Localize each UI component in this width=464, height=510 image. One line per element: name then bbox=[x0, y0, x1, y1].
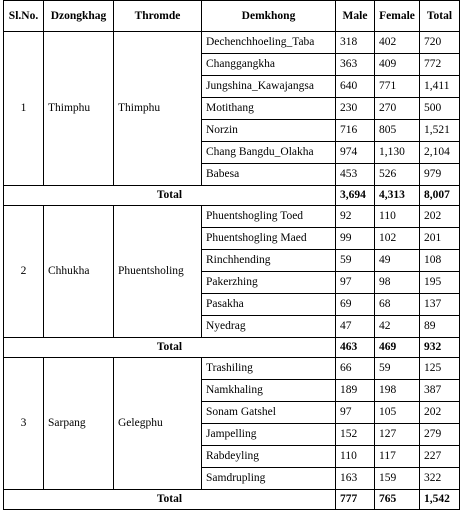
female-cell: 42 bbox=[375, 316, 420, 338]
female-cell: 771 bbox=[375, 76, 420, 98]
female-cell: 198 bbox=[375, 380, 420, 402]
total-cell: 137 bbox=[420, 294, 460, 316]
slno-cell: 2 bbox=[4, 206, 44, 338]
total-cell: 387 bbox=[420, 380, 460, 402]
female-cell: 59 bbox=[375, 358, 420, 380]
male-cell: 453 bbox=[336, 164, 375, 186]
total-label: Total bbox=[4, 338, 336, 358]
table-row bbox=[4, 206, 460, 228]
male-cell: 974 bbox=[336, 142, 375, 164]
female-cell: 159 bbox=[375, 468, 420, 490]
total-row bbox=[4, 338, 460, 358]
female-cell: 409 bbox=[375, 54, 420, 76]
demkhong-cell: Chang Bangdu_Olakha bbox=[202, 142, 336, 164]
male-cell: 110 bbox=[336, 446, 375, 468]
total-female: 469 bbox=[375, 338, 420, 358]
demkhong-cell: Dechenchhoeling_Taba bbox=[202, 32, 336, 54]
header-slno: Sl.No. bbox=[4, 1, 44, 32]
thromde-cell: Thimphu bbox=[114, 32, 202, 186]
dzongkhag-cell: Sarpang bbox=[44, 358, 114, 490]
female-cell: 68 bbox=[375, 294, 420, 316]
demkhong-cell: Trashiling bbox=[202, 358, 336, 380]
total-row bbox=[4, 186, 460, 206]
total-male: 3,694 bbox=[336, 186, 375, 206]
total-cell: 500 bbox=[420, 98, 460, 120]
demkhong-cell: Norzin bbox=[202, 120, 336, 142]
header-demkhong: Demkhong bbox=[202, 1, 336, 32]
total-label: Total bbox=[4, 186, 336, 206]
total-cell: 279 bbox=[420, 424, 460, 446]
table-row bbox=[4, 358, 460, 380]
female-cell: 1,130 bbox=[375, 142, 420, 164]
male-cell: 152 bbox=[336, 424, 375, 446]
male-cell: 92 bbox=[336, 206, 375, 228]
thromde-cell: Gelegphu bbox=[114, 358, 202, 490]
total-total: 932 bbox=[420, 338, 460, 358]
male-cell: 97 bbox=[336, 272, 375, 294]
total-cell: 979 bbox=[420, 164, 460, 186]
header-dzongkhag: Dzongkhag bbox=[44, 1, 114, 32]
total-female: 4,313 bbox=[375, 186, 420, 206]
total-female: 765 bbox=[375, 490, 420, 510]
female-cell: 105 bbox=[375, 402, 420, 424]
total-total: 1,542 bbox=[420, 490, 460, 510]
total-row bbox=[4, 490, 460, 510]
male-cell: 189 bbox=[336, 380, 375, 402]
total-cell: 125 bbox=[420, 358, 460, 380]
header-thromde: Thromde bbox=[114, 1, 202, 32]
table-row bbox=[4, 32, 460, 54]
demkhong-cell: Phuentshogling Toed bbox=[202, 206, 336, 228]
total-cell: 108 bbox=[420, 250, 460, 272]
male-cell: 66 bbox=[336, 358, 375, 380]
total-cell: 195 bbox=[420, 272, 460, 294]
dzongkhag-cell: Thimphu bbox=[44, 32, 114, 186]
male-cell: 363 bbox=[336, 54, 375, 76]
thromde-cell: Phuentsholing bbox=[114, 206, 202, 338]
demkhong-cell: Namkhaling bbox=[202, 380, 336, 402]
total-cell: 772 bbox=[420, 54, 460, 76]
demkhong-cell: Nyedrag bbox=[202, 316, 336, 338]
male-cell: 97 bbox=[336, 402, 375, 424]
total-male: 463 bbox=[336, 338, 375, 358]
male-cell: 230 bbox=[336, 98, 375, 120]
demkhong-cell: Pasakha bbox=[202, 294, 336, 316]
total-cell: 720 bbox=[420, 32, 460, 54]
total-cell: 89 bbox=[420, 316, 460, 338]
female-cell: 102 bbox=[375, 228, 420, 250]
demkhong-cell: Changgangkha bbox=[202, 54, 336, 76]
demkhong-cell: Samdrupling bbox=[202, 468, 336, 490]
total-label: Total bbox=[4, 490, 336, 510]
demkhong-cell: Jampelling bbox=[202, 424, 336, 446]
header-row bbox=[4, 1, 460, 32]
population-table bbox=[3, 0, 460, 510]
male-cell: 716 bbox=[336, 120, 375, 142]
male-cell: 318 bbox=[336, 32, 375, 54]
male-cell: 59 bbox=[336, 250, 375, 272]
demkhong-cell: Phuentshogling Maed bbox=[202, 228, 336, 250]
dzongkhag-cell: Chhukha bbox=[44, 206, 114, 338]
total-cell: 202 bbox=[420, 402, 460, 424]
female-cell: 270 bbox=[375, 98, 420, 120]
demkhong-cell: Sonam Gatshel bbox=[202, 402, 336, 424]
total-cell: 201 bbox=[420, 228, 460, 250]
female-cell: 526 bbox=[375, 164, 420, 186]
female-cell: 805 bbox=[375, 120, 420, 142]
female-cell: 49 bbox=[375, 250, 420, 272]
demkhong-cell: Rabdeyling bbox=[202, 446, 336, 468]
demkhong-cell: Motithang bbox=[202, 98, 336, 120]
female-cell: 110 bbox=[375, 206, 420, 228]
header-female: Female bbox=[375, 1, 420, 32]
male-cell: 640 bbox=[336, 76, 375, 98]
male-cell: 69 bbox=[336, 294, 375, 316]
male-cell: 99 bbox=[336, 228, 375, 250]
header-male: Male bbox=[336, 1, 375, 32]
total-cell: 227 bbox=[420, 446, 460, 468]
slno-cell: 1 bbox=[4, 32, 44, 186]
total-cell: 202 bbox=[420, 206, 460, 228]
demkhong-cell: Rinchhending bbox=[202, 250, 336, 272]
female-cell: 98 bbox=[375, 272, 420, 294]
total-total: 8,007 bbox=[420, 186, 460, 206]
total-cell: 1,411 bbox=[420, 76, 460, 98]
female-cell: 117 bbox=[375, 446, 420, 468]
header-total: Total bbox=[420, 1, 460, 32]
slno-cell: 3 bbox=[4, 358, 44, 490]
male-cell: 163 bbox=[336, 468, 375, 490]
total-male: 777 bbox=[336, 490, 375, 510]
demkhong-cell: Pakerzhing bbox=[202, 272, 336, 294]
total-cell: 322 bbox=[420, 468, 460, 490]
demkhong-cell: Jungshina_Kawajangsa bbox=[202, 76, 336, 98]
total-cell: 1,521 bbox=[420, 120, 460, 142]
male-cell: 47 bbox=[336, 316, 375, 338]
demkhong-cell: Babesa bbox=[202, 164, 336, 186]
female-cell: 402 bbox=[375, 32, 420, 54]
total-cell: 2,104 bbox=[420, 142, 460, 164]
female-cell: 127 bbox=[375, 424, 420, 446]
